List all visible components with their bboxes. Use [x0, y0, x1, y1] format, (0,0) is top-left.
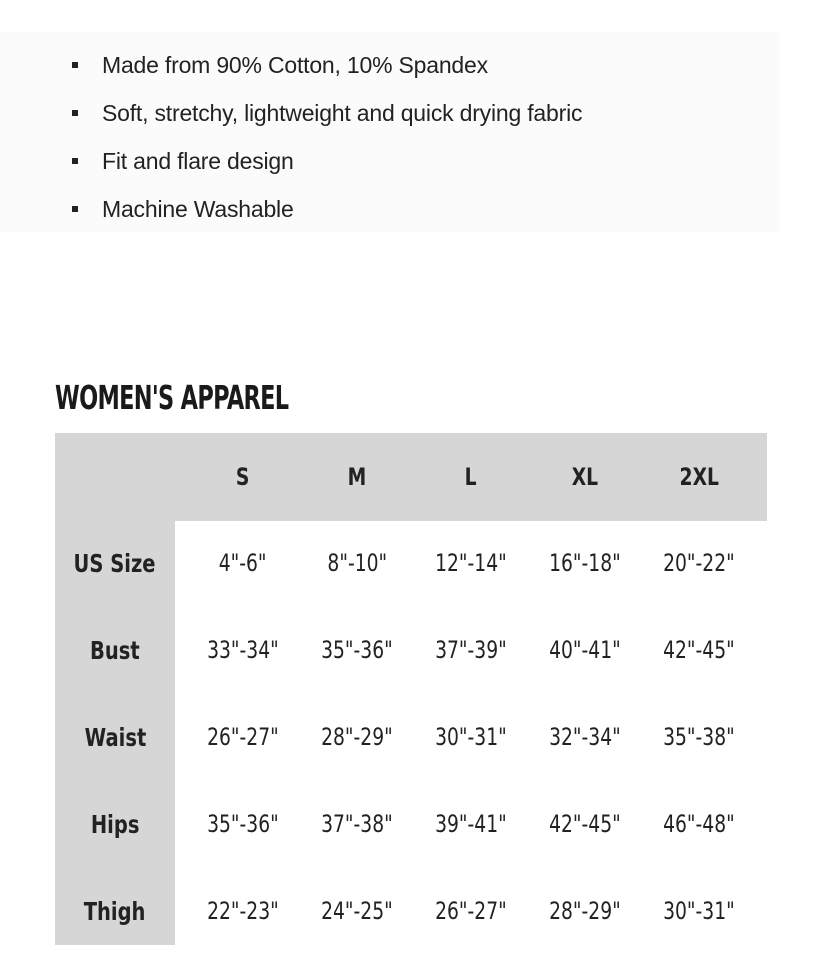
size-value: 32"-34" — [549, 723, 621, 751]
product-features-list — [0, 32, 780, 232]
size-value: 33"-34" — [207, 636, 279, 664]
size-value: 16"-18" — [549, 549, 621, 577]
size-value: 39"-41" — [435, 810, 507, 838]
feature-item — [72, 148, 294, 175]
bullet-icon — [72, 62, 78, 68]
size-value: 30"-31" — [435, 723, 507, 751]
size-header-xl: XL — [571, 463, 599, 491]
size-value: 26"-27" — [207, 723, 279, 751]
row-label-us-size: US Size — [74, 548, 156, 578]
size-value: 35"-36" — [207, 810, 279, 838]
size-header-m: M — [347, 463, 367, 491]
bullet-icon — [72, 158, 78, 164]
size-header-2xl: 2XL — [679, 463, 719, 491]
size-value: 35"-38" — [663, 723, 735, 751]
feature-text: Soft, stretchy, lightweight and quick drying fabric — [102, 100, 583, 126]
size-chart-title: WOMEN'S APPAREL — [55, 378, 289, 417]
feature-item — [72, 52, 488, 79]
size-value: 42"-45" — [663, 636, 735, 664]
size-value: 24"-25" — [321, 897, 393, 925]
feature-text: Made from 90% Cotton, 10% Spandex — [102, 52, 488, 78]
feature-item — [72, 100, 582, 127]
feature-text: Fit and flare design — [102, 148, 294, 174]
size-value: 42"-45" — [549, 810, 621, 838]
size-chart-table — [55, 433, 767, 945]
size-value: 4"-6" — [219, 549, 267, 577]
bullet-icon — [72, 206, 78, 212]
feature-text: Machine Washable — [102, 196, 294, 222]
size-value: 46"-48" — [663, 810, 735, 838]
row-label-hips: Hips — [90, 809, 140, 839]
size-value: 22"-23" — [207, 897, 279, 925]
size-value: 30"-31" — [663, 897, 735, 925]
size-value: 12"-14" — [435, 549, 507, 577]
size-value: 37"-39" — [435, 636, 507, 664]
row-label-bust: Bust — [90, 635, 140, 665]
size-value: 37"-38" — [321, 810, 393, 838]
row-label-thigh: Thigh — [84, 896, 146, 926]
size-value: 40"-41" — [549, 636, 621, 664]
size-value: 28"-29" — [549, 897, 621, 925]
size-value: 26"-27" — [435, 897, 507, 925]
row-label-waist: Waist — [84, 722, 146, 752]
bullet-icon — [72, 110, 78, 116]
size-header-s: S — [236, 463, 250, 491]
size-value: 20"-22" — [663, 549, 735, 577]
size-header-l: L — [465, 463, 477, 491]
size-value: 28"-29" — [321, 723, 393, 751]
feature-item — [72, 196, 294, 223]
size-value: 35"-36" — [321, 636, 393, 664]
size-value: 8"-10" — [327, 549, 387, 577]
